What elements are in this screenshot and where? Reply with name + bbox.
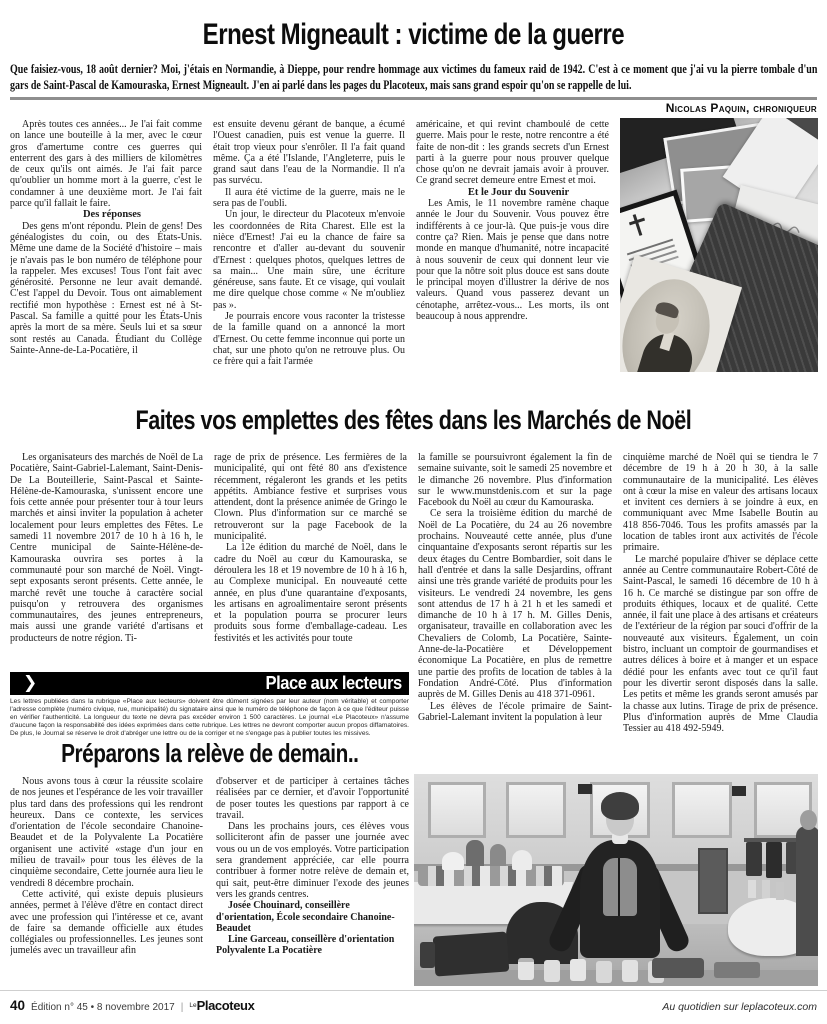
paragraph: La 12e édition du marché de Noël, dans le cadre du Noël au cœur du Kamouraska, se déroulera les 18 et 19 novembre de 10 h à 16 h, au Complexe municipal. En nouveauté cette année, en plus d'une quarantaine d'exposants, les artisans en agroalimentaire seront présents et la population pourra se procurer leurs produits sous forme d'emballage-cadeau. Les festivités et les activités pour toute [214,542,407,644]
article3-column-2 [216,776,409,994]
article1-column-3 [416,119,609,400]
christmas-market-photo [414,774,818,986]
paragraph: cinquième marché de Noël qui se tiendra le 7 décembre de 19 h à 20 h 30, à la salle communautaire de la municipalité. Les élèves ont à cœur la mise en valeur des artisans locaux et invitent ces derniers à se joindre à eux, en communiquant avec Mme Isabelle Boutin au 418 856-7046. Tous les profits amassés par la location de tables iront aux activités de l'école primaire. [623,452,818,554]
woman-lanyard [618,858,620,916]
article2-headline [0,405,827,436]
dark-box [433,931,510,976]
footer-separator: | [180,1002,184,1013]
memorabilia-photo [620,118,818,372]
footer-rule [0,990,827,991]
article3-column-1 [10,776,203,994]
article3 [10,738,409,994]
article3-headline-text: Préparons la relève de demain.. [60,738,359,768]
gift-basket [442,852,464,870]
signature: Line Garceau, conseillère d'orientation Polyvalente La Pocatière [216,934,395,957]
footer-tagline: Au quotidien sur leplacoteux.com [662,1001,817,1013]
paragraph: Je pourrais encore vous raconter la tristesse de la famille quand on a annoncé la mort d'Ernest. Ou cette femme inconnue qui porte un chat, sur une photo qu'on ne retrouve plus. Ou ce frère qui a fait l'armée [213,311,405,368]
jar [420,942,435,968]
article2-column-3 [418,452,612,771]
paragraph: la famille se poursuivront également la fin de semaine suivante, soit le samedi 25 novembre et le dimanche 26 novembre. Plus d'information sur le www.munstdenis.com et sur la page Facebook du Noël au cœur du Kamouraska. [418,452,612,509]
logo-placoteux: Placoteux [196,998,255,1013]
paragraph: est ensuite devenu gérant de banque, a écumé l'Ouest canadien, puis est venue la guerre. Il était trop vieux pour s'enrôler. Il l'a fait quand même. Ça a été l'Islande, l'Angleterre, puis le grand saut dans l'eau de la Normandie. Il n'a pas survécu. [213,119,405,187]
speaker-box [732,786,746,796]
paragraph: Les organisateurs des marchés de Noël de La Pocatière, Saint-Gabriel-Lalemant, Saint-Denis-De La Bouteillerie, Saint-Pascal et Sainte-Hélène-de-Kamouraska, s'unissent encore une fois cette année pour présenter tour à tour leurs marchés et ainsi inviter la population à acheter localement pour leurs emplettes des Fêtes. Le samedi 11 novembre 2017 de 10 h à 16 h, le Centre municipal de Sainte-Hélène-de-Kamouraska ouvrira ses portes à la communauté pour son marché de Noël. Vingt-sept exposants seront présents. Cette année, le marché revêt une touche à caractère social puisqu'on y retrouvera des organismes communautaires, des jeunes entrepreneurs, mais aussi une grande variété d'artisans et producteurs de notre région. Ti- [10,452,203,644]
chevron-right-icon: ❯ [23,673,38,693]
place-aux-lecteurs-banner [10,672,409,695]
paragraph: Un jour, le directeur du Placoteux m'envoie les coordonnées de Rita Charest. Elle est la nièce d'Ernest! J'ai eu la chance de faire sa rencontre et d'aller au-devant du souvenir d'Ernest : quelques photos, quelques lettres de sa main... Une main sûre, une écriture généreuse, sans faute. Et ce visage, qui voulait me dire quelque chose comme « Ne m'oubliez pas ». [213,209,405,311]
article1-column-2 [213,119,405,400]
window [506,782,566,838]
paragraph: Nous avons tous à cœur la réussite scolaire de nos jeunes et l'espérance de les voir travailler plus tard dans des professions qui les rendront heureux. Dans ce contexte, les services d'orientation de l'école secondaire Chanoine-Beaudet et de la Polyvalente La Pocatière organisent une activité «stage d'un jour en milieu de travail» pour tous les élèves de la cinquième secondaire, Cette journée aura lieu le vendredi 8 décembre prochain. [10,776,203,889]
window [428,782,486,838]
paragraph: américaine, et qui revint chamboulé de cette guerre. Mais pour le reste, notre rencontre a été faite de non-dit : les grands secrets d'un Ernest parti à la guerre pour nous prouver quelque chose qu'on ne devrait jamais avoir à prouver. Ce grand secret demeure entre Ernest et moi. [416,119,609,187]
table-goods [418,866,564,886]
cutting-board [714,962,760,978]
article2-column-4 [623,452,818,768]
newspaper-logo [189,997,254,1015]
speaker-box [578,784,592,794]
article1-headline-text: Ernest Migneault : victime de la guerre [202,18,625,51]
place-aux-lecteurs-section [10,672,409,738]
logo-le: Le [189,1002,197,1009]
paragraph: d'observer et de participer à certaines tâches réalisées par ce dernier, et d'avoir l'opportunité de poser toutes les questions par rapport à ce travail. [216,776,409,821]
edition-date: Édition n° 45 • 8 novembre 2017 [31,1002,175,1013]
footer-edition-info [10,997,254,1015]
letters-policy-notice: Les lettres publiées dans la rubrique «Place aux lecteurs» doivent être dûment signées par leur auteur (nom véritable) et comporter l'adresse complète (numéro civique, rue, municipalité) du signataire ainsi que le numéro de téléphone de façon à ce que l'éditeur puisse en vérifier l'authenticité. La longueur du texte ne devra pas excéder environ 1 500 caractères. Le journal «Le Placoteux» n'assume d'aucune façon la responsabilité des idées exprimées dans cette rubrique. Les lettres ne devront comporter aucun propos diffamatoires. De plus, le Journal se réserve le droit d'abréger une lettre ou de la corriger et ne s'engage pas à publier toutes les missives. [10,698,409,737]
person-silhouette-right [796,826,818,956]
bottles [748,880,756,898]
hanging-garment [766,842,782,878]
article1-byline: Nicolas Paquin, chroniqueur [665,101,817,115]
article1-subhead-souvenir: Et le Jour du Souvenir [467,186,570,198]
article2-column-1 [10,452,203,663]
article1-subhead-reponses: Des réponses [82,209,142,221]
hanging-garment [746,842,762,876]
paragraph: Le marché populaire d'hiver se déplace cette année au Centre communautaire Robert-Côté de Saint-Pascal, le samedi 16 décembre de 10 h à 16 h. Ce marché se distingue par son offre de produits éthiques, locaux et de qualité. Cette année, il fait une place à des artisans et créateurs de l'extérieur de la région par souci d'offrir de la nouveauté aux visiteurs. Également, un coin bistro, incluant un comptoir de gourmandises et autres délices à boire et à manger et un espace dédié pour les enfants avec tout ce qu'il faut pour les divertir seront disposés dans la salle. Les petits et même les grands seront amusés par la chasse aux lutins. Tirage de prix de présence. Plus d'information auprès de Mme Claudia Tessier au 418 492-5949. [623,553,818,735]
article3-headline [10,738,409,769]
person-head-right [800,810,817,830]
article1-lead-text: Que faisiez-vous, 18 août dernier? Moi, j'étais en Normandie, à Dieppe, pour rendre hommage aux victimes du fameux raid de 1942. C'est à ce moment que j'ai vu la pierre tombale d'un gars de Saint-Pascal de Kamouraska, Ernest Migneault. J'en ai parlé dans les pages du Placoteux, mais sans grand espoir qu'on se rappelle de lui. [10,62,818,92]
paragraph: Les Amis, le 11 novembre ramène chaque année le Jour du Souvenir. Vous pouvez être indifférents à ce jour-là. Que puis-je vous dire contre ça? Rien. Mais je pense que dans notre monde en manque d'humanité, notre incapacité à nous souvenir de ceux qui donnent leur vie pour que la nôtre soit plus douce est sans doute le principal moyen d'illustrer la dérive de nos valeurs. Quand vous passerez devant un cénotaphe, arrêtez-vous... Les morts, ils ont beaucoup à nous apprendre. [416,198,609,323]
paragraph: Des gens m'ont répondu. Plein de gens! Des généalogistes du coin, ou des États-Unis. Même une dame de la Société d'histoire – mais je n'avais pas le bon numéro de téléphone pour la rappeler. Mes excuses! Tous l'ont fait avec générosité. Personne ne leur avait demandé. C'est l'appel du Devoir. Tous ont aimablement rectifié mon hypothèse : Ernest est né à St-Pascal. Sa famille a quitté pour les États-Unis après la mort de sa mère. Seuls lui et sa sœur sont restés au Canada. Étudiant du Collège Sainte-Anne-de-La-Pocatière, il [10,220,202,356]
paragraph: Après toutes ces années... Je l'ai fait comme on lance une bouteille à la mer, avec le cœur gros d'amertume contre ces guerres qui enterrent des gars à des milliers de kilomètres de ceux qu'ils ont aimés. Je l'ai fait parce qu'oublier un homme mort à la guerre, c'est le condamner à une deuxième mort. Je l'ai fait parce qu'il fallait le faire. [10,119,202,210]
paragraph: Cette activité, qui existe depuis plusieurs années, permet à l'élève d'être en contact direct avec une profession qui l'intéresse et ce, avant de faire sa demande officielle aux études collégiales ou professionnelles. Les jeunes sont jumelés avec un travailleur afin [10,888,203,957]
jar-row [518,958,534,980]
woman-hair [601,792,639,820]
paragraph: Dans les prochains jours, ces élèves vous solliciteront afin de passer une journée avec vous ou un de vos employés. Votre participation sera grandement appréciée, car elle pourra contribuer à former notre relève de demain et, qui sait, peut-être diminuer l'exode des jeunes vers les grands centres. [216,821,409,900]
place-aux-lecteurs-title: Place aux lecteurs [265,673,402,693]
article2-headline-text: Faites vos emplettes des fêtes dans les Marchés de Noël [135,405,692,435]
page-number: 40 [10,998,26,1013]
paragraph: Il aura été victime de la guerre, mais ne le sera pas de l'oubli. [213,186,405,210]
paragraph: Les élèves de l'école primaire de Saint-Gabriel-Lalemant invitent la population à leur [418,700,612,723]
woman-sweater [603,858,637,916]
cutting-board [652,958,704,978]
article2-column-2 [214,452,407,663]
paragraph: rage de prix de présence. Les fermières de la municipalité, qui ont fêté 80 ans d'existence récemment, régaleront les grands et les petits appétits. Ambiance festive et surprises vous attendent, dont la présence animée de Gringo le Clown. Plus d'information sur ce marché se retrouveront sur la page Facebook de la municipalité. [214,452,407,543]
poster-stand [698,848,728,914]
paragraph: Ce sera la troisième édition du marché de Noël de La Pocatière, du 24 au 26 novembre prochains. Nouveauté cette année, plus d'une cinquantaine d'exposants seront répartis sur les deux étages du Centre Bombardier, soit dans le hall d'entrée et dans la salle Desjardins, offrant ainsi une très grande variété de produits pour les visiteurs. Le vendredi 24 novembre, les gens sont attendus de 17 h à 21 h et les samedi et dimanche de 10 h à 17 h. M. Gilles Denis, organisateur, travaille en collaboration avec les Chevaliers de Colomb, La Pocatière, Sainte-Anne-de-la-Pocatière et Développement économique La Pocatière, en plus de remettre une partie des profits de location de tables à la Fondation André-Côté. Plus d'information auprès de M. Gilles Denis au 418 371-0961. [418,508,612,701]
article1-headline [0,18,827,52]
header-rule [10,97,817,100]
gift-basket [512,850,532,870]
page-footer [10,997,817,1015]
article1-column-1 [10,119,202,400]
signature: Josée Chouinard, conseillère d'orientation, École secondaire Chanoine-Beaudet [216,900,395,934]
window [672,782,732,838]
article3-columns [10,776,409,994]
article1-lead [10,62,817,96]
